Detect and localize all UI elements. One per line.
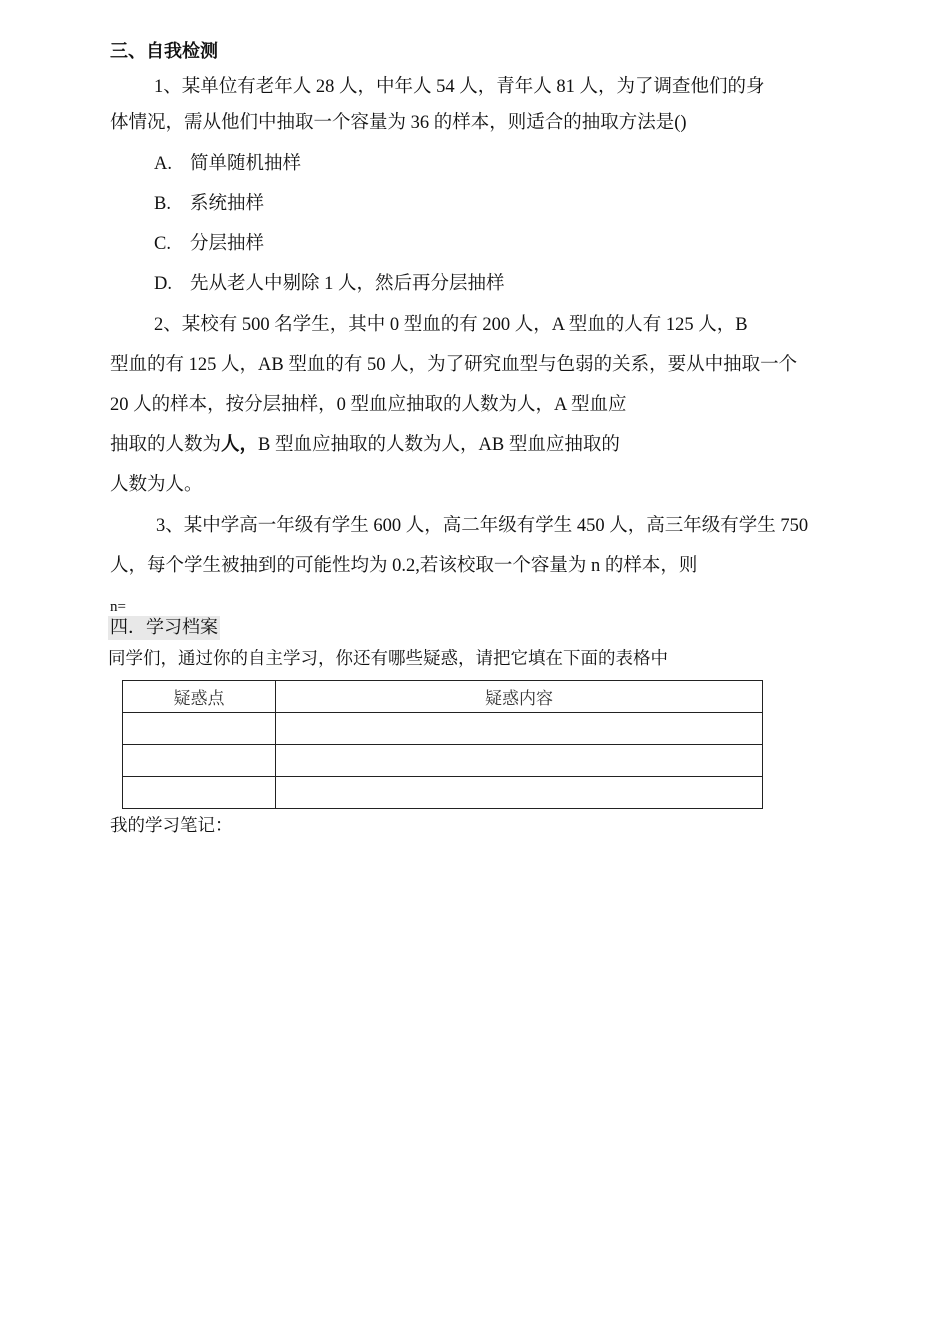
q3-line1: 3、某中学高一年级有学生 600 人，高二年级有学生 450 人，高三年级有学生 750 <box>156 516 809 536</box>
q2-line2: 型血的有 125 人，AB 型血的有 50 人，为了研究血型与色弱的关系，要从中抽取一个 <box>110 355 798 375</box>
option-letter: B. <box>154 194 171 214</box>
q2-line4-bold: 人， <box>221 435 259 455</box>
notes-label: 我的学习笔记： <box>110 816 233 836</box>
q1-option-a <box>154 152 301 176</box>
section4-intro: 同学们，通过你的自主学习，你还有哪些疑惑，请把它填在下面的表格中 <box>108 649 668 669</box>
table-cell[interactable] <box>276 777 763 809</box>
q1-line1: 1、某单位有老年人 28 人，中年人 54 人，青年人 81 人，为了调查他们的身 <box>154 77 765 97</box>
table-cell[interactable] <box>276 745 763 777</box>
table-cell[interactable] <box>123 777 276 809</box>
option-text: 系统抽样 <box>190 194 265 214</box>
q2-line4 <box>110 433 620 457</box>
section3-title: 三、自我检测 <box>110 41 218 62</box>
q1-option-d <box>154 272 505 296</box>
q2-line5: 人数为人。 <box>110 475 203 495</box>
q1-option-c <box>154 232 264 256</box>
option-letter: A. <box>154 154 172 174</box>
q2-line1: 2、某校有 500 名学生，其中 0 型血的有 200 人，A 型血的人有 125 人，B <box>154 315 748 335</box>
doubt-table <box>122 680 763 809</box>
section4-title: 四．学习档案 <box>110 617 218 638</box>
option-text: 先从老人中剔除 1 人，然后再分层抽样 <box>190 274 505 294</box>
q3-line3: n= <box>110 599 126 615</box>
table-row <box>123 745 763 777</box>
table-header-row <box>123 681 763 713</box>
table-cell[interactable] <box>123 745 276 777</box>
q2-line4-part2: B 型血应抽取的人数为人，AB 型血应抽取的 <box>258 435 620 455</box>
q2-line3: 20 人的样本，按分层抽样，0 型血应抽取的人数为人，A 型血应 <box>110 395 627 415</box>
q3-line2: 人，每个学生被抽到的可能性均为 0.2,若该校取一个容量为 n 的样本，则 <box>110 556 698 576</box>
option-text: 分层抽样 <box>190 234 265 254</box>
q1-line2: 体情况，需从他们中抽取一个容量为 36 的样本，则适合的抽取方法是() <box>110 113 687 133</box>
table-row <box>123 777 763 809</box>
table-row <box>123 713 763 745</box>
table-cell[interactable] <box>276 713 763 745</box>
q1-option-b <box>154 192 264 216</box>
header-doubt-content: 疑惑内容 <box>276 681 763 713</box>
table-cell[interactable] <box>123 713 276 745</box>
option-text: 简单随机抽样 <box>190 154 302 174</box>
option-letter: C. <box>154 234 171 254</box>
header-doubt-point: 疑惑点 <box>123 681 276 713</box>
q2-line4-part1: 抽取的人数为 <box>110 435 222 455</box>
option-letter: D. <box>154 274 172 294</box>
